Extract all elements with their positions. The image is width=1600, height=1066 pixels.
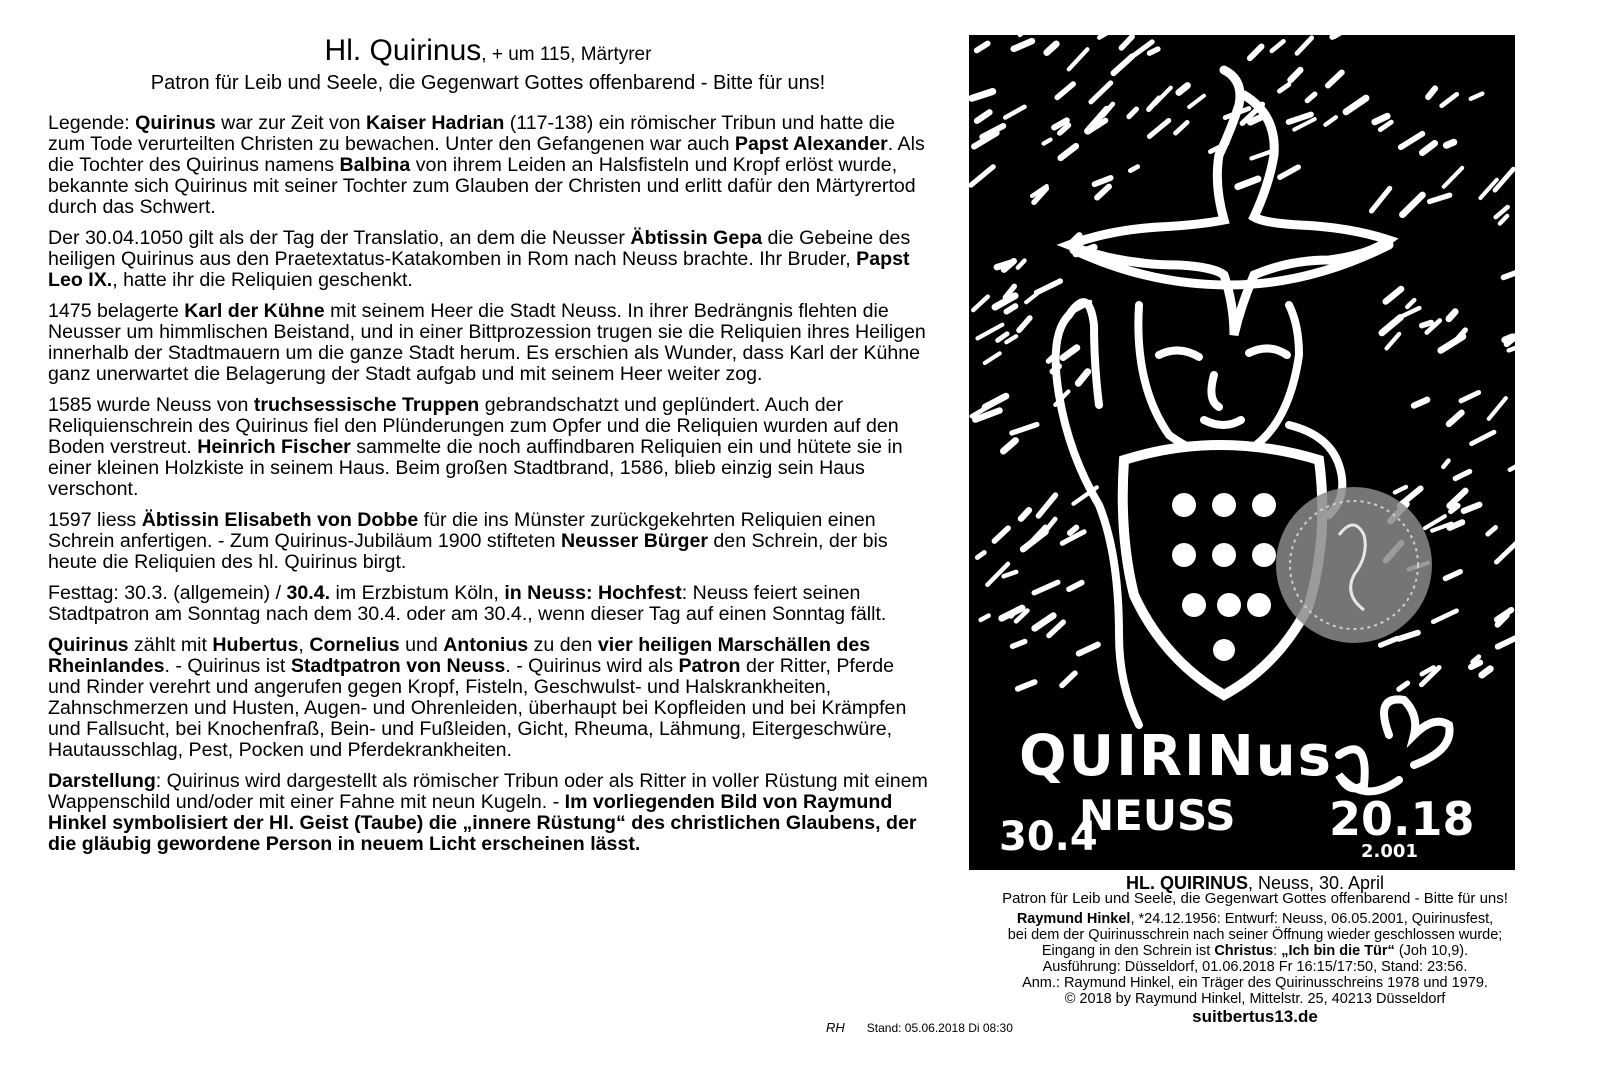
brush-stroke [978, 325, 1003, 339]
text-run-bold: Papst Alexander [734, 133, 888, 155]
brush-stroke [971, 167, 993, 185]
brush-stroke [1155, 88, 1171, 104]
brush-stroke [1250, 47, 1262, 59]
brush-stroke [1047, 44, 1056, 53]
brush-stroke [972, 92, 993, 99]
caption-line3-c: : [1273, 943, 1282, 959]
brush-stroke [1471, 663, 1480, 667]
brush-stroke [1444, 168, 1462, 187]
title-suffix: , + um 115, Märtyrer [481, 44, 652, 65]
heart-icon [1384, 699, 1450, 765]
brush-stroke [1069, 49, 1088, 69]
brush-stroke [1489, 398, 1506, 419]
text-run-bold: Äbtissin Elisabeth von Dobbe [141, 509, 419, 531]
caption-line2: bei dem der Quirinusschrein nach seiner Öffnung wieder geschlossen wurde; [1007, 927, 1503, 943]
text-column [48, 34, 928, 865]
text-run-bold: Papst Leo IX. [48, 248, 910, 291]
brush-stroke [1500, 216, 1507, 224]
brush-stroke [1464, 505, 1480, 511]
text-run: . - Quirinus wird als [505, 655, 679, 677]
brush-stroke [1291, 70, 1301, 80]
brush-stroke [1114, 56, 1133, 73]
brush-stroke [997, 262, 1012, 267]
brush-stroke [1280, 167, 1298, 177]
website-link[interactable]: suitbertus13.de [1192, 1007, 1318, 1026]
text-run: 1475 belagerte [48, 300, 185, 322]
brush-stroke [1004, 572, 1017, 576]
brush-stroke [1398, 308, 1419, 318]
brush-stroke [1504, 269, 1516, 277]
text-run-bold: Cornelius [309, 634, 400, 656]
brush-stroke [1325, 117, 1336, 125]
text-run: gebrandschatzt und geplündert. Auch der Reliquienschrein des Quirinus fiel den Plünderungen zum Opfer und die Reliquien wurden auf den Boden verstreut. [48, 394, 899, 458]
text-run-bold: in Neuss: Hochfest [504, 582, 682, 604]
text-run-bold: Stadtpatron von Neuss [290, 655, 506, 677]
text-run-bold: Kaiser Hadrian [366, 112, 505, 134]
brush-stroke [1407, 300, 1414, 307]
caption-artist-text: , *24.12.1956: Entwurf: Neuss, 06.05.2001, Quirinusfest, [1130, 911, 1494, 927]
brush-stroke [1498, 635, 1515, 647]
brush-stroke [1446, 142, 1453, 145]
signature-mark [1339, 749, 1399, 791]
medallion [1276, 487, 1432, 643]
paragraph [48, 583, 928, 625]
text-run-bold: 30.4. [286, 582, 331, 604]
brush-stroke [1189, 96, 1204, 107]
brush-stroke [1176, 122, 1188, 133]
brush-stroke [1006, 336, 1016, 342]
caption-subtitle: Patron für Leib und Seele, die Gegenwart Gottes offenbarend - Bitte für uns! [1002, 890, 1508, 907]
caption-line3-a: Eingang in den Schrein ist [1041, 943, 1215, 959]
brush-stroke [1297, 38, 1312, 54]
text-run-bold: Darstellung [48, 770, 156, 792]
brush-stroke [1095, 178, 1111, 184]
text-run: den Schrein, der bis heute die Reliquien des hl. Quirinus birgt. [48, 530, 888, 573]
text-run: zu den [528, 634, 598, 656]
brush-stroke [1307, 94, 1315, 101]
brush-stroke [1129, 109, 1136, 117]
brush-stroke [1272, 41, 1284, 51]
text-run: der Ritter, Pferde und Rinder verehrt und angerufen gegen Kropf, Fisteln, Geschwulst- und Halskrankheiten, Zahnschmerzen und Husten, Augen- und Ohrenleiden, überhaupt bei Kopfleiden und bei Krämpfen und Fallsucht, bei Knochenfraß, Bein- und Fußleiden, Gicht, Rheuma, Lähmung, Eitergeschwüre, Hautausschlag, Pest, Pocken und Pferdekrankheiten. [48, 655, 907, 761]
brush-stroke [1021, 510, 1029, 519]
text-run: war zur Zeit von [215, 112, 366, 134]
caption-line6: © 2018 by Raymund Hinkel, Mittelstr. 25, 40213 Düsseldorf [1064, 991, 1446, 1007]
caption-line3 [925, 943, 1585, 959]
paragraph [48, 113, 928, 218]
brush-stroke [1091, 83, 1111, 102]
brush-stroke [1471, 94, 1483, 99]
brush-stroke [1069, 583, 1082, 590]
caption-title [925, 875, 1585, 891]
brush-stroke [977, 553, 984, 558]
text-run: , [298, 634, 310, 656]
brush-stroke [1013, 642, 1025, 647]
caption-line3-d: „Ich bin die Tür“ [1281, 943, 1395, 959]
brush-stroke [1057, 84, 1073, 98]
brush-stroke [1445, 572, 1460, 579]
art-text-year2: 2.001 [1361, 841, 1418, 862]
brush-stroke [1395, 487, 1406, 493]
text-run: 1585 wurde Neuss von [48, 394, 254, 416]
brush-stroke [1488, 528, 1496, 535]
text-run-bold: Antonius [443, 634, 529, 656]
brush-stroke [1328, 73, 1342, 86]
paragraph [48, 395, 928, 500]
brush-stroke [1430, 195, 1450, 201]
brush-stroke [1061, 146, 1076, 158]
brush-stroke [1078, 372, 1087, 384]
art-text-quirinus: QUIRINus [1019, 724, 1333, 789]
caption-line3-b: Christus [1214, 943, 1274, 959]
brush-stroke [1097, 187, 1109, 198]
page-title [48, 34, 928, 68]
brush-stroke [1381, 639, 1398, 646]
brush-stroke [1012, 425, 1037, 434]
brush-stroke [1449, 312, 1455, 319]
paragraph [48, 771, 928, 855]
brush-stroke [977, 112, 990, 121]
image-caption [925, 875, 1585, 1025]
article-body [48, 113, 928, 855]
brush-stroke [977, 44, 988, 51]
brush-stroke [1003, 441, 1015, 452]
brush-stroke [1250, 117, 1261, 122]
art-text-date: 30.4 [999, 814, 1098, 860]
text-run-bold: Karl der Kühne [184, 300, 325, 322]
brush-stroke [1026, 294, 1036, 302]
text-run-bold: Quirinus [48, 634, 129, 656]
brush-stroke [1422, 143, 1434, 152]
brush-stroke [1149, 121, 1168, 137]
text-run: . - Quirinus ist [164, 655, 291, 677]
brush-stroke [1279, 85, 1289, 92]
brush-stroke [1380, 122, 1391, 130]
brush-stroke [985, 353, 1000, 363]
text-run-bold: vier heiligen Marschällen des Rheinlandes [48, 634, 871, 677]
brush-stroke [1372, 188, 1390, 211]
brush-stroke [994, 528, 1008, 541]
brush-stroke [1449, 413, 1462, 424]
brush-stroke [1035, 616, 1054, 629]
brush-stroke [1399, 633, 1418, 639]
brush-stroke [1039, 495, 1056, 516]
text-run: : Neuss feiert seinen Stadtpatron am Sonntag nach dem 30.4. oder am 30.4., wenn dieser Tag auf einen Sonntag fällt. [48, 582, 887, 625]
brush-stroke [1346, 98, 1366, 112]
brush-stroke [981, 616, 989, 620]
text-run-bold: Äbtissin Gepa [630, 227, 763, 249]
brush-stroke [1422, 323, 1431, 326]
caption-line3-e: (Joh 10,9). [1394, 943, 1469, 959]
brush-stroke [1414, 400, 1427, 406]
stand-date: Stand: 05.06.2018 Di 08:30 [866, 1021, 1013, 1035]
brush-stroke [1238, 179, 1258, 187]
caption-title-bold: HL. QUIRINUS [1125, 873, 1248, 893]
brush-stroke [1433, 611, 1456, 622]
brush-stroke [1428, 89, 1435, 98]
text-run: die Gebeine des heiligen Quirinus aus den Praetextatus-Katakomben in Rom nach Neuss brachte. Ihr Bruder, [48, 227, 911, 270]
brush-stroke [1070, 528, 1077, 534]
brush-stroke [973, 297, 988, 311]
dove-figure [1069, 70, 1389, 335]
brush-stroke [1007, 306, 1016, 312]
brush-stroke [1062, 673, 1075, 685]
text-run: im Erzbistum Köln, [330, 582, 505, 604]
text-run: mit seinem Heer die Stadt Neuss. In ihrer Bedrängnis flehten die Neusser um himmlischen Beistand, und in einer Bittprozession trugen sie die Reliquien ihres Heiligen innerhalb der Stadtmauern um die ganze Stadt herum. Es erschien als Wunder, dass Karl der Kühne ganz unerwartet die Belagerung der Stadt aufgab und mit seinem Heer weiter zog. [48, 300, 926, 385]
brush-stroke [1018, 261, 1025, 268]
text-run: für die ins Münster zurückgekehrten Reliquien einen Schrein anfertigen. - Zum Quirinus-Jubiläum 1900 stifteten [48, 509, 876, 552]
brush-stroke [1079, 645, 1098, 654]
brush-stroke [1130, 167, 1137, 171]
text-run: und [399, 634, 444, 656]
brush-stroke [1472, 432, 1495, 444]
brush-stroke [1049, 622, 1063, 636]
brush-stroke [1510, 464, 1515, 469]
text-run: Festtag: 30.3. (allgemein) / [48, 582, 287, 604]
caption-line4: Ausführung: Düsseldorf, 01.06.2018 Fr 16:15/17:50, Stand: 23:56. [1042, 959, 1468, 975]
text-run: Der 30.04.1050 gilt als der Tag der Translatio, an dem die Neusser [48, 227, 631, 249]
author-initials: RH [826, 1020, 845, 1035]
brush-stroke [1014, 41, 1032, 49]
brush-stroke [1037, 281, 1061, 293]
paragraph [48, 301, 928, 385]
brush-stroke [1401, 134, 1423, 147]
brush-stroke [1399, 683, 1408, 689]
brush-stroke [1034, 582, 1058, 593]
text-run-bold: Balbina [339, 154, 411, 176]
brush-stroke [1150, 49, 1158, 53]
text-run: : Quirinus wird dargestellt als römischer Tribun oder als Ritter in voller Rüstung mit einem Wappenschild und/oder mit einer Fahne mit neun Kugeln. - [48, 770, 928, 813]
caption-line5: Anm.: Raymund Hinkel, ein Träger des Quirinusschreins 1978 und 1979. [1022, 975, 1488, 991]
brush-stroke [1443, 461, 1448, 467]
brush-stroke [1403, 195, 1423, 215]
brush-stroke [1044, 140, 1051, 144]
brush-stroke [1063, 348, 1077, 358]
art-text-year: 20.18 [1329, 792, 1475, 846]
text-run: 1597 liess [48, 509, 142, 531]
brush-stroke [1005, 107, 1024, 118]
text-run-bold: Quirinus [135, 112, 216, 134]
brush-stroke [1121, 37, 1132, 48]
title-main: Hl. Quirinus [324, 34, 482, 67]
text-run: . Als die Tochter des Quirinus namens [48, 133, 925, 176]
brush-stroke [1496, 543, 1515, 563]
text-run: sammelte die noch auffindbaren Reliquien ein und hütete sie in einer kleinen Holzkiste in seinem Haus. Beim großen Stadtbrand, 1586, blieb einzig sein Haus verschont. [48, 436, 903, 500]
artwork-quirinus [969, 35, 1515, 870]
text-run: (117-138) ein römischer Tribun und hatte die zum Tode verurteilten Christen zu bewachen. Unter den Gefangenen war auch [48, 112, 895, 155]
paragraph [48, 228, 928, 291]
text-run: von ihrem Leiden an Halsfisteln und Kropf erlöst wurde, bekannte sich Quirinus mit seiner Tochter zum Glauben der Christen und erlitt dafür den Märtyrertod durch das Schwert. [48, 154, 916, 218]
text-run: Legende: [48, 112, 136, 134]
brush-stroke [1455, 472, 1469, 479]
text-run-bold: Heinrich Fischer [197, 436, 351, 458]
art-text-neuss: NEUSS [1079, 791, 1236, 840]
brush-stroke [1179, 86, 1188, 93]
brush-stroke [1099, 35, 1125, 38]
caption-artist: Raymund Hinkel [1016, 911, 1131, 927]
text-run-bold: Hubertus [212, 634, 299, 656]
brush-stroke [1386, 289, 1401, 302]
text-run-bold: Patron [678, 655, 741, 677]
brush-stroke [1442, 94, 1457, 105]
caption-title-rest: , Neuss, 30. April [1247, 873, 1385, 893]
page-subtitle: Patron für Leib und Seele, die Gegenwart Gottes offenbarend - Bitte für uns! [150, 72, 826, 94]
caption-artist-line [925, 911, 1585, 927]
brush-stroke [1461, 393, 1479, 401]
brush-stroke [1482, 669, 1491, 675]
brush-stroke [1375, 116, 1388, 122]
artwork-svg [969, 35, 1515, 870]
text-run: zählt mit [128, 634, 213, 656]
brush-stroke [1400, 489, 1421, 506]
text-run-bold: truchsessische Truppen [253, 394, 480, 416]
brush-stroke [1387, 334, 1400, 349]
brush-stroke [998, 334, 1007, 341]
text-run-bold: Im vorliegenden Bild von Raymund Hinkel symbolisiert der Hl. Geist (Taube) die „innere Rüstung“ des christlichen Glaubens, der die gläubig gewordene Person in neuem Licht erscheinen lässt. [48, 791, 917, 855]
brush-stroke [1019, 318, 1030, 330]
brush-stroke [1018, 682, 1035, 689]
text-run-bold: Neusser Bürger [560, 530, 708, 552]
paragraph [48, 510, 928, 573]
text-run: , hatte ihr die Reliquien geschenkt. [112, 269, 413, 291]
paragraph [48, 635, 928, 761]
